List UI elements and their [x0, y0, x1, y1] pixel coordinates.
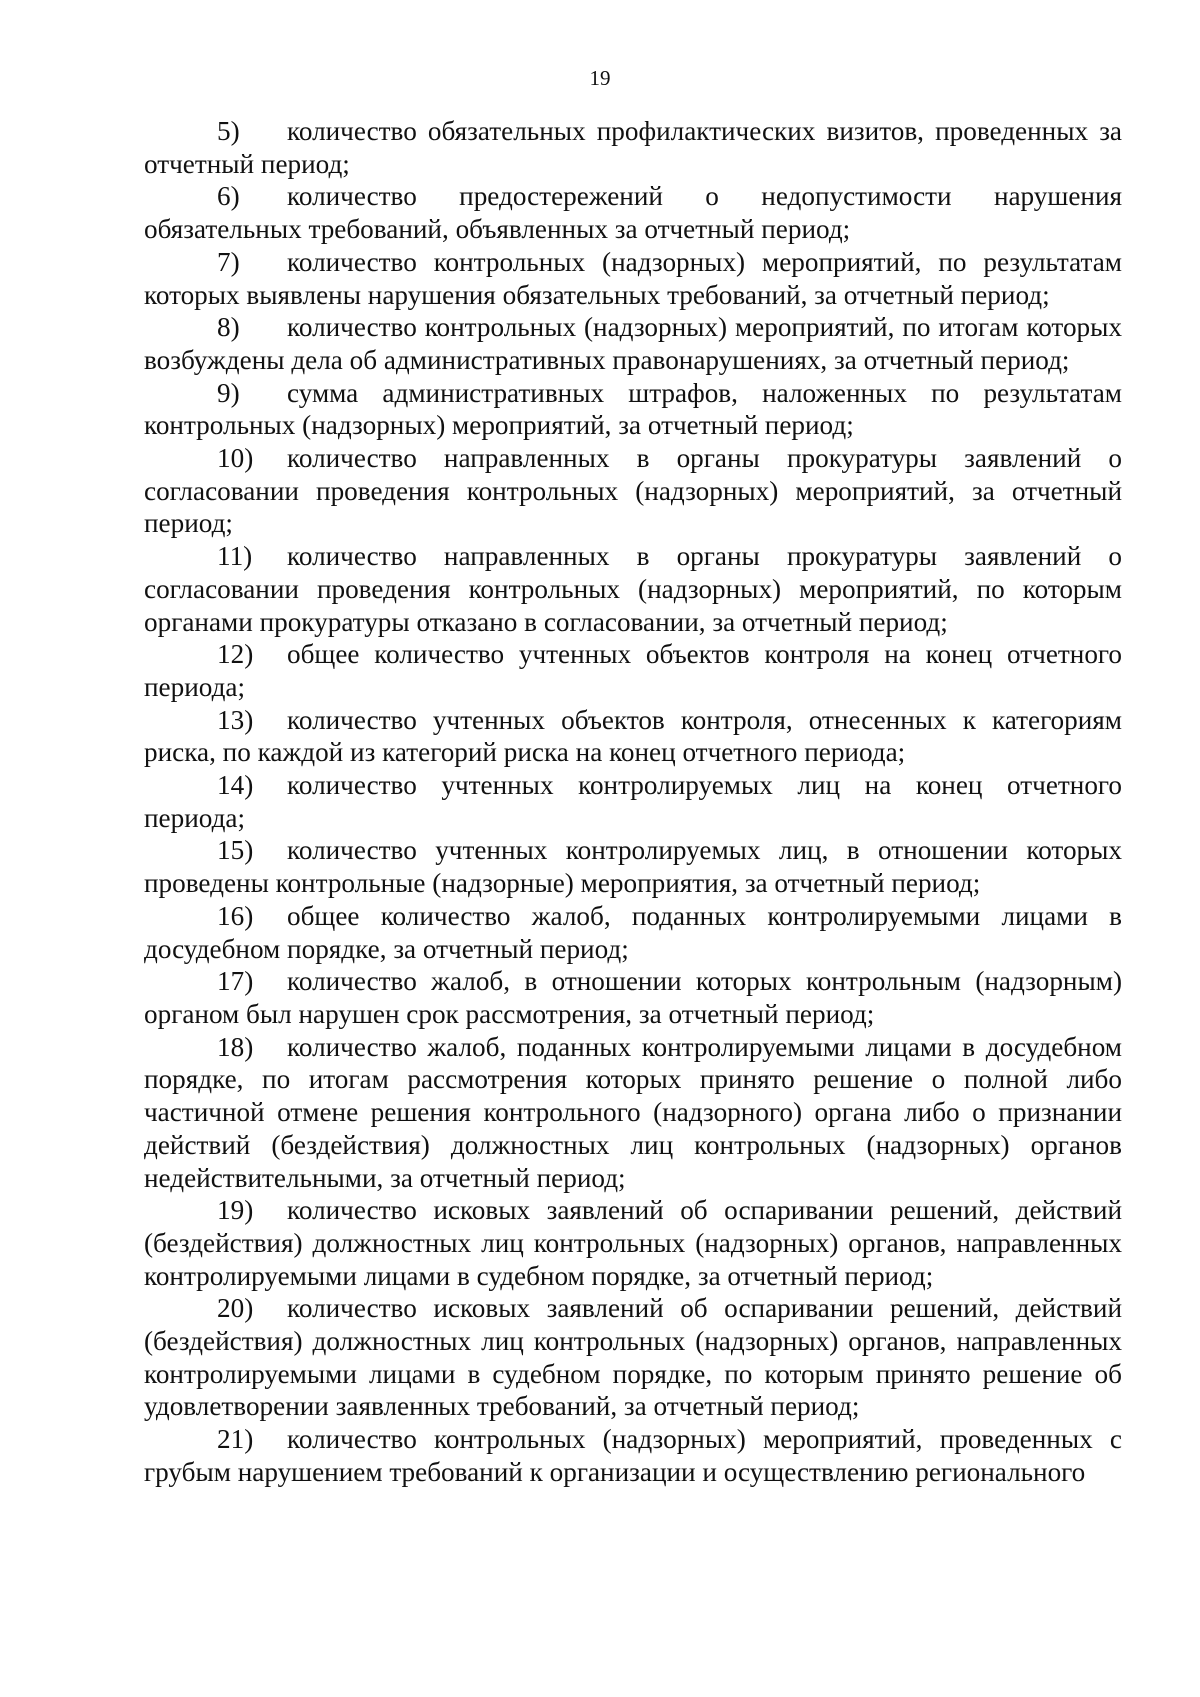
list-item — [144, 965, 1122, 1030]
document-body — [144, 115, 1122, 1489]
item-text: общее количество учтенных объектов контроля на конец отчетного периода; — [144, 639, 1122, 702]
item-text: количество учтенных контролируемых лиц, в отношении которых проведены контрольные (надзорные) мероприятия, за отчетный период; — [144, 835, 1122, 899]
item-text: количество обязательных профилактических визитов, проведенных за отчетный период; — [144, 116, 1122, 179]
item-text: количество исковых заявлений об оспаривании решений, действий (бездействия) должностных лиц контрольных (надзорных) органов, направленных контролируемыми лицами в судебном порядке, за отчетный период; — [144, 1195, 1122, 1291]
list-item — [144, 540, 1122, 638]
list-item — [144, 769, 1122, 834]
item-text: количество учтенных контролируемых лиц на конец отчетного периода; — [144, 770, 1122, 833]
item-number: 10) — [217, 443, 254, 474]
list-item — [144, 1031, 1122, 1195]
item-text: количество предостережений о недопустимости нарушения обязательных требований, объявленных за отчетный период; — [144, 181, 1122, 245]
item-text: количество жалоб, поданных контролируемыми лицами в досудебном порядке, по итогам рассмотрения которых принято решение о полной либо частичной отмене решения контрольного (надзорного) органа либо о признании действий (бездействия) должностных лиц контрольных (надзорных) органов недействительными, за отчетный период; — [144, 1031, 1122, 1193]
list-item — [144, 115, 1122, 180]
item-number: 18) — [217, 1031, 254, 1062]
item-text: сумма административных штрафов, наложенных по результатам контрольных (надзорных) мероприятий, за отчетный период; — [144, 377, 1122, 441]
list-item — [144, 1292, 1122, 1423]
item-number: 11) — [217, 541, 253, 572]
item-number: 5) — [217, 116, 240, 146]
item-text: количество контрольных (надзорных) мероприятий, проведенных с грубым нарушением требований к организации и осуществлению регионального — [144, 1424, 1122, 1487]
item-text: количество контрольных (надзорных) мероприятий, по результатам которых выявлены нарушения обязательных требований, за отчетный период; — [144, 246, 1122, 310]
item-number: 15) — [217, 835, 254, 866]
item-number: 13) — [217, 704, 254, 735]
item-text: количество направленных в органы прокуратуры заявлений о согласовании проведения контрольных (надзорных) мероприятий, по которым органами прокуратуры отказано в согласовании, за отчетный период; — [144, 541, 1122, 637]
item-text: количество контрольных (надзорных) мероприятий, по итогам которых возбуждены дела об административных правонарушениях, за отчетный период; — [144, 312, 1122, 375]
item-text: количество исковых заявлений об оспаривании решений, действий (бездействия) должностных лиц контрольных (надзорных) органов, направленных контролируемыми лицами в судебном порядке, по которым принято решение об удовлетворении заявленных требований, за отчетный период; — [144, 1293, 1122, 1422]
item-number: 8) — [217, 312, 240, 343]
list-item — [144, 377, 1122, 442]
list-item — [144, 1194, 1122, 1292]
list-item — [144, 442, 1122, 540]
item-text: количество направленных в органы прокуратуры заявлений о согласовании проведения контрольных (надзорных) мероприятий, за отчетный период; — [144, 443, 1122, 539]
item-number: 14) — [217, 770, 254, 801]
list-item — [144, 246, 1122, 311]
item-number: 20) — [217, 1293, 254, 1324]
item-number: 6) — [217, 181, 240, 212]
item-number: 17) — [217, 966, 254, 997]
item-number: 7) — [217, 246, 240, 277]
list-item — [144, 900, 1122, 965]
list-item — [144, 180, 1122, 245]
list-item — [144, 834, 1122, 899]
item-number: 9) — [217, 377, 240, 408]
page-number: 19 — [589, 66, 611, 90]
list-item — [144, 704, 1122, 769]
list-item — [144, 1423, 1122, 1488]
list-item — [144, 311, 1122, 376]
item-text: количество учтенных объектов контроля, отнесенных к категориям риска, по каждой из категорий риска на конец отчетного периода; — [144, 704, 1122, 768]
item-text: количество жалоб, в отношении которых контрольным (надзорным) органом был нарушен срок рассмотрения, за отчетный период; — [144, 966, 1122, 1029]
item-number: 21) — [217, 1424, 254, 1455]
item-number: 19) — [217, 1195, 254, 1226]
item-number: 16) — [217, 900, 254, 931]
list-item — [144, 638, 1122, 703]
item-text: общее количество жалоб, поданных контролируемыми лицами в досудебном порядке, за отчетный период; — [144, 900, 1122, 964]
item-number: 12) — [217, 639, 254, 670]
